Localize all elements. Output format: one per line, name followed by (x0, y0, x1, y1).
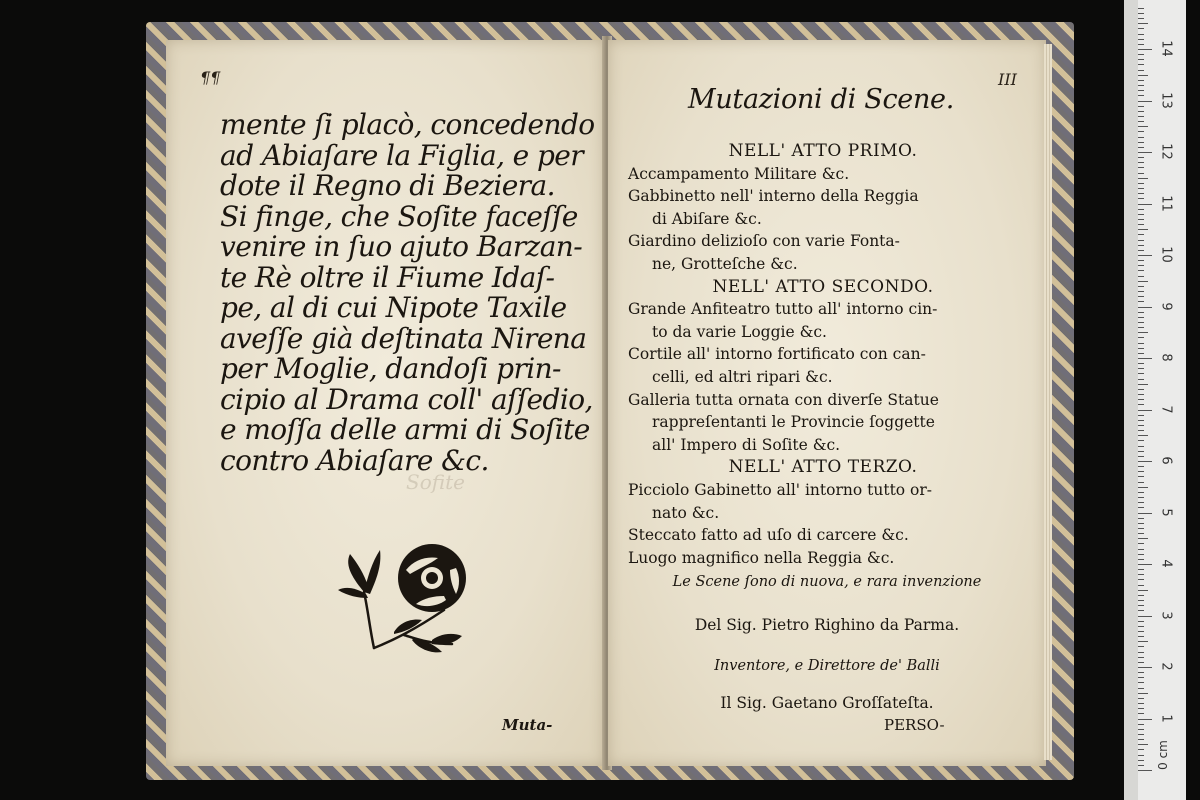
ruler-tick (1138, 590, 1148, 591)
ruler-tick (1138, 59, 1144, 60)
ruler-tick (1138, 317, 1144, 318)
ruler-tick (1138, 760, 1144, 761)
scene-entry-cont: nato &c. (652, 503, 720, 522)
ruler-tick (1138, 322, 1144, 323)
ruler-tick (1138, 85, 1144, 86)
ruler-tick (1138, 214, 1144, 215)
ruler-tick (1138, 518, 1144, 519)
left-page-mark: ¶¶ (200, 68, 221, 87)
ruler-tick (1138, 466, 1144, 467)
ruler-tick (1138, 281, 1148, 282)
text-line: Si finge, che Soſite faceſſe (220, 199, 578, 233)
ruler-tick (1138, 276, 1144, 277)
ruler-tick (1138, 502, 1144, 503)
ruler-tick (1138, 729, 1144, 730)
ruler-tick (1138, 600, 1144, 601)
text-line: aveſſe già deſtinata Nirena (220, 321, 587, 355)
ruler-tick (1138, 173, 1144, 174)
ruler-tick (1138, 49, 1152, 50)
ruler-tick (1138, 90, 1144, 91)
flower-ornament-icon (334, 540, 484, 660)
ruler-number: 5 (1158, 507, 1174, 517)
ruler-tick (1138, 621, 1144, 622)
ruler-tick (1138, 358, 1152, 359)
ruler-tick (1138, 343, 1144, 344)
ruler-tick (1138, 95, 1144, 96)
scene-entry-cont: celli, ed altri ripari &c. (652, 367, 833, 386)
ruler-tick (1138, 667, 1152, 668)
ruler-tick (1138, 487, 1148, 488)
ruler-tick (1138, 652, 1144, 653)
ruler-tick (1138, 688, 1144, 689)
ruler-tick (1138, 116, 1144, 117)
ballet-author: Il Sig. Gaetano Groſſateſta. (720, 694, 934, 712)
ruler-tick (1138, 492, 1144, 493)
ruler-tick (1138, 39, 1144, 40)
ruler-tick (1138, 80, 1144, 81)
ruler-tick (1138, 672, 1144, 673)
text-line: e moſſa delle armi di Soſite (220, 413, 590, 446)
ruler-tick (1138, 698, 1144, 699)
ruler-tick (1138, 193, 1144, 194)
ruler-tick (1138, 440, 1144, 441)
ruler-unit-label: 0 cm (1155, 740, 1170, 770)
ruler-tick (1138, 461, 1152, 462)
scene-entry: Galleria tutta ornata con diverſe Statue (628, 390, 939, 409)
ruler-tick (1138, 482, 1144, 483)
scene-entry-cont: rappreſentanti le Provincie ſoggette (652, 413, 935, 432)
ruler-number: 4 (1158, 559, 1174, 568)
ruler-tick (1138, 13, 1144, 14)
ruler-tick (1138, 631, 1144, 632)
ruler-tick (1138, 554, 1144, 555)
ruler-tick (1138, 142, 1144, 143)
ruler-tick (1138, 152, 1152, 153)
ruler-tick (1138, 755, 1144, 756)
ruler-bar (1124, 0, 1138, 800)
ruler-tick (1138, 528, 1144, 529)
scene-entry: Giardino delizioſo con varie Fonta- (628, 232, 900, 251)
ruler-tick (1138, 111, 1144, 112)
ruler-tick (1138, 451, 1144, 452)
ruler-tick (1138, 549, 1144, 550)
ruler-tick (1138, 744, 1148, 745)
ruler-tick (1138, 44, 1144, 45)
ruler-tick (1138, 255, 1152, 256)
ruler-tick (1138, 559, 1144, 560)
ruler-tick (1138, 662, 1144, 663)
ruler-tick (1138, 291, 1144, 292)
ruler-tick (1138, 219, 1144, 220)
ruler-tick (1138, 523, 1144, 524)
text-line: ad Abiaſare la Figlia, e per (220, 138, 584, 172)
ruler-tick (1138, 70, 1144, 71)
ruler-number: 11 (1158, 194, 1174, 212)
scene-entry-cont: ne, Grotteſche &c. (652, 254, 798, 273)
ruler-tick (1138, 75, 1148, 76)
ruler-tick (1138, 636, 1144, 637)
ruler-tick (1138, 430, 1144, 431)
ruler-tick (1138, 476, 1144, 477)
ruler-number: 13 (1158, 91, 1174, 109)
ruler-tick (1138, 363, 1144, 364)
ruler-tick (1138, 585, 1144, 586)
ruler-tick (1138, 708, 1144, 709)
ruler-tick (1138, 420, 1144, 421)
ruler-tick (1138, 713, 1144, 714)
ruler-tick (1138, 296, 1144, 297)
ruler-number: 12 (1158, 143, 1174, 160)
right-catchword: PERSO- (884, 716, 945, 734)
page-title: Mutazioni di Scene. (687, 84, 955, 115)
ruler-tick (1138, 106, 1144, 107)
right-page (608, 40, 1046, 766)
ruler-tick (1138, 131, 1144, 132)
ruler-tick (1138, 260, 1144, 261)
ruler-tick (1138, 353, 1144, 354)
scene-entry: Accampamento Militare &c. (628, 164, 850, 183)
ruler-tick (1138, 379, 1144, 380)
ruler-tick (1138, 749, 1144, 750)
ruler-tick (1138, 312, 1144, 313)
ruler-tick (1138, 224, 1144, 225)
ruler-tick (1138, 399, 1144, 400)
text-line: cipio al Drama coll' aſſedio, (220, 382, 593, 416)
act-heading: NELL' ATTO PRIMO. (728, 141, 918, 161)
act-heading: NELL' ATTO TERZO. (728, 457, 918, 478)
scene-entry: Grande Anfiteatro tutto all' intorno cin- (628, 300, 938, 319)
left-page (166, 40, 604, 766)
ruler-tick (1138, 646, 1144, 647)
ruler-tick (1138, 167, 1144, 168)
scene-entry: Gabbinetto nell' interno della Reggia (628, 187, 919, 206)
ruler-tick (1138, 301, 1144, 302)
ruler-tick (1138, 270, 1144, 271)
page-number: III (998, 70, 1017, 89)
ruler-number: 8 (1158, 353, 1174, 362)
ruler-number: 3 (1158, 610, 1174, 620)
ruler-tick (1138, 719, 1152, 720)
ruler-tick (1138, 34, 1144, 35)
scene-note: Le Scene ſono di nuova, e rara invenzione (672, 574, 982, 590)
ruler-tick (1138, 209, 1144, 210)
ruler-tick (1138, 538, 1148, 539)
ruler-tick (1138, 394, 1144, 395)
ruler-tick (1138, 410, 1152, 411)
ruler-number: 1 (1158, 713, 1174, 723)
ruler-tick (1138, 677, 1144, 678)
ruler-tick (1138, 389, 1144, 390)
ruler-tick (1138, 415, 1144, 416)
left-page-text (220, 108, 595, 477)
measuring-ruler (1124, 0, 1186, 800)
ruler-tick (1138, 18, 1144, 19)
text-line: pe, al di cui Nipote Taxile (220, 291, 567, 324)
ruler-tick (1138, 610, 1144, 611)
ruler-number: 14 (1158, 40, 1174, 57)
ruler-tick (1138, 384, 1148, 385)
ruler-tick (1138, 101, 1152, 102)
ruler-tick (1138, 574, 1144, 575)
ruler-number: 7 (1158, 404, 1174, 414)
show-through-text: Sofite (406, 470, 465, 494)
ruler-tick (1138, 229, 1148, 230)
ruler-tick (1138, 8, 1144, 9)
ruler-tick (1138, 204, 1152, 205)
ruler-tick (1138, 641, 1148, 642)
ruler-tick (1138, 54, 1144, 55)
scene-list (628, 140, 1018, 569)
ruler-tick (1138, 513, 1152, 514)
ruler-tick (1138, 332, 1148, 333)
ruler-tick (1138, 765, 1144, 766)
scene-entry: Steccato fatto ad uſo di carcere &c. (628, 526, 909, 545)
ruler-tick (1138, 286, 1144, 287)
ruler-tick (1138, 435, 1148, 436)
ruler-tick (1138, 157, 1144, 158)
ruler-tick (1138, 147, 1144, 148)
ruler-tick (1138, 188, 1144, 189)
text-line: dote il Regno di Beziera. (220, 169, 555, 202)
text-line: te Rè oltre il Fiume Idaſ- (220, 260, 555, 294)
ruler-tick (1138, 693, 1148, 694)
page-edges (1044, 44, 1052, 760)
ruler-tick (1138, 265, 1144, 266)
ruler-number: 9 (1158, 301, 1174, 311)
ruler-tick (1138, 739, 1144, 740)
ruler-tick (1138, 337, 1144, 338)
ballet-role: Inventore, e Direttore de' Balli (714, 658, 940, 674)
ruler-tick (1138, 770, 1152, 771)
ruler-tick (1138, 178, 1148, 179)
ruler-tick (1138, 234, 1144, 235)
ruler-tick (1138, 198, 1144, 199)
ruler-tick (1138, 368, 1144, 369)
scene-entry-cont: all' Impero di Soſite &c. (652, 435, 841, 454)
ruler-tick (1138, 579, 1144, 580)
ruler-tick (1138, 245, 1144, 246)
ruler-tick (1138, 703, 1144, 704)
text-line: venire in ſuo ajuto Barzan- (220, 230, 583, 263)
ruler-tick (1138, 250, 1144, 251)
scene-entry: Cortile all' intorno fortificato con can- (628, 345, 926, 364)
left-catchword: Muta- (502, 716, 553, 734)
text-line: per Moglie, dandoſi prin- (220, 352, 561, 385)
ruler-tick (1138, 605, 1144, 606)
scene-entry-cont: di Abiſare &c. (652, 209, 762, 228)
ruler-tick (1138, 724, 1144, 725)
ruler-tick (1138, 533, 1144, 534)
ruler-tick (1138, 657, 1144, 658)
ruler-tick (1138, 137, 1144, 138)
ruler-tick (1138, 425, 1144, 426)
scene-entry: Luogo magnifico nella Reggia &c. (628, 548, 895, 567)
ruler-tick (1138, 183, 1144, 184)
act-heading: NELL' ATTO SECONDO. (712, 276, 934, 297)
ruler-tick (1138, 327, 1144, 328)
ruler-tick (1138, 543, 1144, 544)
ruler-tick (1138, 162, 1144, 163)
ruler-tick (1138, 28, 1144, 29)
text-line: contro Abiaſare &c. (220, 443, 489, 477)
scene-entry: Picciolo Gabinetto all' intorno tutto or- (628, 480, 933, 499)
ruler-number: 10 (1158, 246, 1174, 263)
ruler-number: 6 (1158, 456, 1174, 465)
ruler-tick (1138, 348, 1144, 349)
ruler-tick (1138, 373, 1144, 374)
scene-entry-cont: to da varie Loggie &c. (652, 322, 827, 341)
ruler-tick (1138, 626, 1144, 627)
ruler-tick (1138, 569, 1144, 570)
text-line: mente ſi placò, concedendo (220, 108, 595, 141)
ruler-tick (1138, 446, 1144, 447)
ruler-tick (1138, 682, 1144, 683)
ruler-tick (1138, 734, 1144, 735)
ruler-tick (1138, 471, 1144, 472)
ruler-tick (1138, 240, 1144, 241)
ruler-tick (1138, 121, 1144, 122)
ruler-tick (1138, 404, 1144, 405)
scene-author: Del Sig. Pietro Righino da Parma. (694, 616, 960, 634)
ruler-number: 2 (1158, 662, 1174, 671)
ruler-tick (1138, 564, 1152, 565)
ruler-tick (1138, 23, 1148, 24)
ruler-tick (1138, 497, 1144, 498)
ruler-tick (1138, 456, 1144, 457)
ruler-tick (1138, 507, 1144, 508)
ruler-tick (1138, 64, 1144, 65)
ruler-tick (1138, 616, 1152, 617)
book (146, 22, 1074, 780)
ruler-tick (1138, 126, 1148, 127)
ruler-tick (1138, 595, 1144, 596)
ruler-tick (1138, 307, 1152, 308)
